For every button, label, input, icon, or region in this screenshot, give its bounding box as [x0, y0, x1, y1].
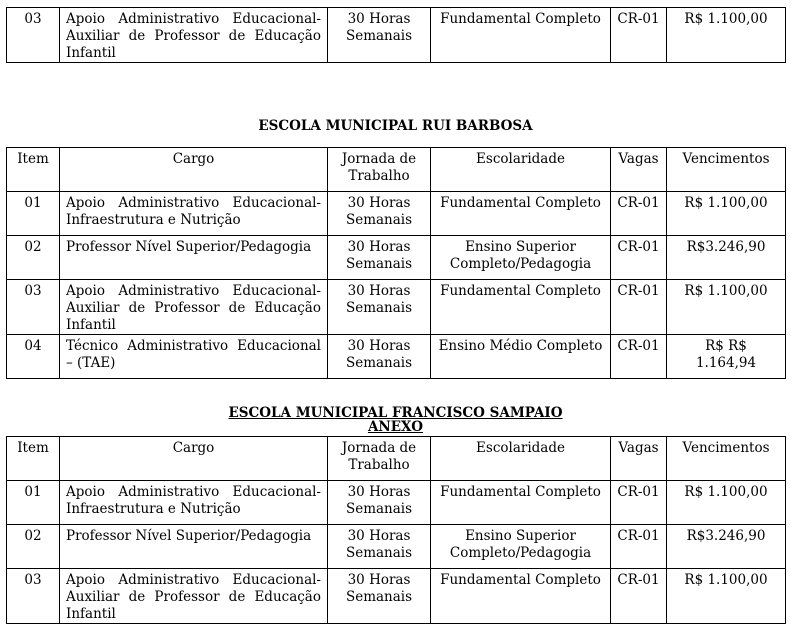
cell-vencimentos: R$ R$ 1.164,94: [667, 335, 786, 379]
cell-item: 04: [7, 335, 60, 379]
table-header-row: [7, 437, 786, 481]
cell-vagas: CR-01: [611, 569, 667, 624]
cell-jornada: 30 Horas Semanais: [328, 335, 431, 379]
header-escolaridade: Escolaridade: [431, 437, 611, 481]
cell-escolaridade: Ensino Médio Completo: [431, 335, 611, 379]
school1-title: ESCOLA MUNICIPAL RUI BARBOSA: [258, 118, 533, 134]
header-item: Item: [7, 148, 60, 192]
cell-vagas: CR-01: [611, 280, 667, 335]
header-vagas: Vagas: [611, 148, 667, 192]
header-jornada: Jornada de Trabalho: [328, 148, 431, 192]
school2-title-line2: ANEXO: [367, 419, 424, 435]
cell-vencimentos: R$3.246,90: [667, 236, 786, 280]
table-row: [7, 280, 786, 335]
cell-cargo: Professor Nível Superior/Pedagogia: [60, 525, 328, 569]
header-vagas: Vagas: [611, 437, 667, 481]
table-row: [7, 481, 786, 525]
cell-cargo: Técnico Administrativo Educacional – (TAE): [60, 335, 328, 379]
cell-escolaridade: Fundamental Completo: [431, 569, 611, 624]
cell-vencimentos: R$ 1.100,00: [667, 481, 786, 525]
cell-cargo: Apoio Administrativo Educacional-Auxiliar de Professor de Educação Infantil: [60, 280, 328, 335]
cell-item: 01: [7, 481, 60, 525]
cell-escolaridade: Ensino Superior Completo/Pedagogia: [431, 525, 611, 569]
cell-cargo: Apoio Administrativo Educacional-Infraestrutura e Nutrição: [60, 192, 328, 236]
header-jornada: Jornada de Trabalho: [328, 437, 431, 481]
cell-item: 03: [7, 8, 60, 63]
cell-vencimentos: R$3.246,90: [667, 525, 786, 569]
header-vencimentos: Vencimentos: [667, 148, 786, 192]
header-cargo: Cargo: [60, 437, 328, 481]
cell-jornada: 30 Horas Semanais: [328, 569, 431, 624]
cell-escolaridade: Ensino Superior Completo/Pedagogia: [431, 236, 611, 280]
table-row: [7, 236, 786, 280]
cell-cargo: Apoio Administrativo Educacional-Auxiliar de Professor de Educação Infantil: [60, 8, 328, 63]
cell-jornada: 30 Horas Semanais: [328, 192, 431, 236]
table-row: [7, 8, 786, 63]
cell-item: 01: [7, 192, 60, 236]
header-item: Item: [7, 437, 60, 481]
cell-cargo: Professor Nível Superior/Pedagogia: [60, 236, 328, 280]
school2-table: [6, 436, 786, 624]
cell-escolaridade: Fundamental Completo: [431, 280, 611, 335]
header-escolaridade: Escolaridade: [431, 148, 611, 192]
table-row: [7, 525, 786, 569]
cell-vencimentos: R$ 1.100,00: [667, 8, 786, 63]
header-vencimentos: Vencimentos: [667, 437, 786, 481]
cell-item: 03: [7, 569, 60, 624]
school1-table: [6, 147, 786, 379]
top-partial-table: [6, 7, 786, 63]
cell-vagas: CR-01: [611, 481, 667, 525]
cell-jornada: 30 Horas Semanais: [328, 525, 431, 569]
cell-vencimentos: R$ 1.100,00: [667, 280, 786, 335]
cell-jornada: 30 Horas Semanais: [328, 280, 431, 335]
cell-vagas: CR-01: [611, 335, 667, 379]
cell-jornada: 30 Horas Semanais: [328, 8, 431, 63]
cell-jornada: 30 Horas Semanais: [328, 236, 431, 280]
cell-cargo: Apoio Administrativo Educacional-Auxiliar de Professor de Educação Infantil: [60, 569, 328, 624]
cell-vagas: CR-01: [611, 8, 667, 63]
table-row: [7, 569, 786, 624]
cell-vagas: CR-01: [611, 525, 667, 569]
cell-escolaridade: Fundamental Completo: [431, 192, 611, 236]
cell-cargo: Apoio Administrativo Educacional-Infraestrutura e Nutrição: [60, 481, 328, 525]
cell-jornada: 30 Horas Semanais: [328, 481, 431, 525]
cell-item: 02: [7, 525, 60, 569]
cell-vagas: CR-01: [611, 192, 667, 236]
table-header-row: [7, 148, 786, 192]
table-row: [7, 192, 786, 236]
table-row: [7, 335, 786, 379]
header-cargo: Cargo: [60, 148, 328, 192]
cell-escolaridade: Fundamental Completo: [431, 481, 611, 525]
school2-title: [6, 406, 785, 434]
school2-title-line1: ESCOLA MUNICIPAL FRANCISCO SAMPAIO: [228, 405, 563, 421]
cell-item: 03: [7, 280, 60, 335]
cell-item: 02: [7, 236, 60, 280]
cell-vagas: CR-01: [611, 236, 667, 280]
cell-vencimentos: R$ 1.100,00: [667, 192, 786, 236]
cell-escolaridade: Fundamental Completo: [431, 8, 611, 63]
cell-vencimentos: R$ 1.100,00: [667, 569, 786, 624]
